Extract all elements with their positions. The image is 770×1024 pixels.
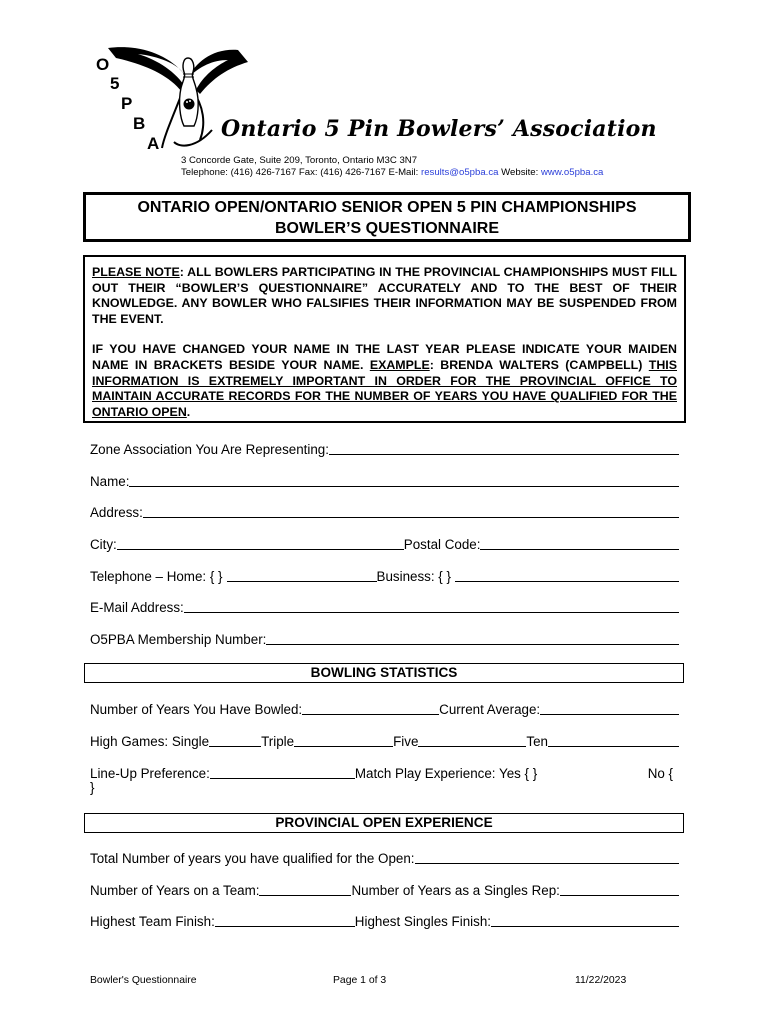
footer-doc-name: Bowler's Questionnaire [90, 975, 197, 986]
zone-label: Zone Association You Are Representing: [90, 442, 329, 457]
match-play-no-label: No { [647, 766, 673, 781]
name-label: Name: [90, 474, 130, 489]
high-game-five-label: Five [393, 734, 419, 749]
footer-page-number: Page 1 of 3 [333, 975, 387, 986]
team-finish-label: Highest Team Finish: [90, 914, 215, 929]
email-label: E-Mail Address: [90, 600, 184, 615]
city-label: City: [90, 537, 117, 552]
title-line-2: BOWLER’S QUESTIONNAIRE [274, 220, 499, 237]
please-note-label: PLEASE NOTE [92, 265, 180, 279]
name-row [90, 471, 679, 489]
high-game-single-field[interactable] [209, 733, 261, 747]
singles-finish-field[interactable] [491, 913, 679, 927]
singles-finish-label: Highest Singles Finish: [354, 914, 491, 929]
telephone-home-label: Telephone – Home: { } [90, 569, 223, 584]
association-logo [88, 44, 688, 156]
high-game-triple-field[interactable] [294, 733, 393, 747]
website-link[interactable]: www.o5pba.ca [540, 167, 604, 178]
address-row [90, 502, 679, 520]
team-finish-field[interactable] [215, 913, 355, 927]
website-label: Website: [501, 167, 539, 178]
telephone-row [90, 566, 679, 584]
years-team-field[interactable] [259, 882, 351, 896]
notice-important-text: THIS INFORMATION IS EXTREMELY IMPORTANT IN ORDER FOR THE PROVINCIAL OFFICE TO MAINTAIN ACCURATE RECORDS FOR THE NUMBER OF YEARS YOU HAVE QUALIFIED FOR THE ONTARIO OPEN [92, 357, 678, 419]
city-field[interactable] [117, 536, 404, 550]
current-average-label: Current Average: [439, 702, 541, 717]
notice-text-2: IF YOU HAVE CHANGED YOUR NAME IN THE LAST YEAR PLEASE INDICATE YOUR MAIDEN NAME IN BRACKETS BESIDE YOUR NAME. [92, 342, 677, 372]
years-team-label: Number of Years on a Team: [90, 883, 260, 898]
notice-text-1: : ALL BOWLERS PARTICIPATING IN THE PROVINCIAL CHAMPIONSHIPS MUST FILL OUT THEIR “BOWLER’S QUESTIONNAIRE” ACCURATELY AND TO THE BEST OF THEIR KNOWLEDGE. ANY BOWLER WHO FALSIFIES THEIR INFORMATION MAY BE SUSPENDED FROM THE EVENT. [92, 265, 678, 326]
current-average-field[interactable] [540, 701, 679, 715]
address-field[interactable] [143, 504, 679, 518]
city-row [90, 534, 679, 552]
postal-code-field[interactable] [480, 536, 679, 550]
lineup-preference-label: Line-Up Preference: [90, 766, 210, 781]
membership-label: O5PBA Membership Number: [90, 632, 267, 647]
logo-letter-b: B [133, 114, 146, 133]
telephone-fax: Telephone: (416) 426-7167 Fax: (416) 426-7167 E-Mail: [181, 167, 419, 178]
telephone-home-field[interactable] [227, 568, 377, 582]
years-singles-label: Number of Years as a Singles Rep: [351, 883, 560, 898]
logo-letter-p: P [121, 94, 133, 113]
example-label: EXAMPLE [369, 357, 430, 372]
title-line-1: ONTARIO OPEN/ONTARIO SENIOR OPEN 5 PIN CHAMPIONSHIPS [137, 199, 637, 216]
high-game-ten-field[interactable] [548, 733, 679, 747]
high-game-ten-label: Ten [526, 734, 548, 749]
zone-field[interactable] [329, 441, 679, 455]
team-years-row [90, 880, 679, 898]
example-text: : BRENDA WALTERS (CAMPBELL) [429, 357, 649, 372]
total-years-field[interactable] [415, 850, 679, 864]
address-label: Address: [90, 505, 143, 520]
email-field[interactable] [184, 599, 679, 613]
footer-date: 11/22/2023 [575, 975, 627, 986]
logo-letter-a: A [147, 134, 160, 153]
logo-letter-5: 5 [110, 74, 120, 93]
high-game-five-field[interactable] [418, 733, 526, 747]
years-bowled-field[interactable] [302, 701, 439, 715]
provincial-open-heading: PROVINCIAL OPEN EXPERIENCE [84, 813, 684, 833]
name-field[interactable] [129, 473, 679, 487]
years-bowled-row [90, 699, 679, 717]
match-play-yes-label: Match Play Experience: Yes { } [354, 766, 538, 781]
notice-paragraph-1 [92, 265, 677, 327]
high-game-single-label: High Games: Single [90, 734, 210, 749]
postal-code-label: Postal Code: [403, 537, 481, 552]
org-name: Ontario 5 Pin Bowlers’ Association [221, 116, 657, 142]
lineup-row [90, 763, 679, 781]
notice-box [83, 255, 686, 423]
match-play-no-close: } [90, 780, 95, 795]
highest-finish-row [90, 911, 679, 929]
email-row [90, 597, 679, 615]
high-games-row [90, 731, 679, 749]
total-years-label: Total Number of years you have qualified for the Open: [90, 851, 415, 866]
notice-end: . [186, 404, 191, 419]
business-phone-label: Business: { } [376, 569, 451, 584]
membership-row [90, 629, 679, 647]
business-phone-field[interactable] [455, 568, 679, 582]
bowling-statistics-heading: BOWLING STATISTICS [84, 663, 684, 683]
logo-letter-o: O [96, 55, 110, 74]
document-title-box [83, 192, 691, 242]
high-game-triple-label: Triple [261, 734, 295, 749]
email-link[interactable]: results@o5pba.ca [421, 167, 499, 178]
membership-field[interactable] [266, 631, 679, 645]
years-singles-field[interactable] [560, 882, 679, 896]
org-contact-line [181, 167, 603, 178]
notice-paragraph-2 [92, 342, 677, 420]
lineup-preference-field[interactable] [210, 765, 355, 779]
years-bowled-label: Number of Years You Have Bowled: [90, 702, 303, 717]
total-years-row [90, 848, 679, 866]
zone-row [90, 439, 679, 457]
org-address: 3 Concorde Gate, Suite 209, Toronto, Ontario M3C 3N7 [181, 155, 418, 166]
